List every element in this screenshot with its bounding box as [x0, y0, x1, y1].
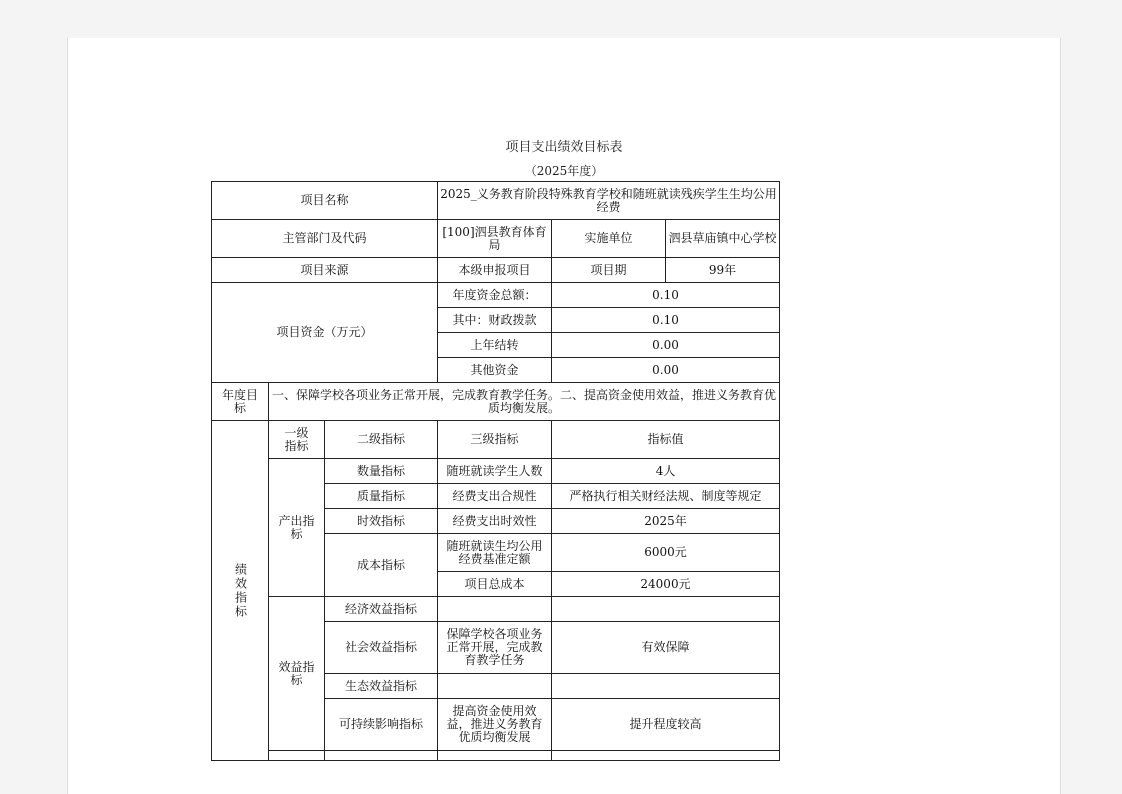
output-indicators-label: 产出指标 [269, 459, 325, 597]
indicators-label: 绩效指标 [212, 421, 269, 761]
funds-label: 项目资金（万元） [212, 283, 438, 383]
indicator-value: 有效保障 [552, 622, 780, 674]
funds-fiscal-label: 其中：财政拨款 [438, 308, 552, 333]
cut-cell [552, 751, 780, 761]
indicator-value [552, 674, 780, 699]
indicator-level3: 项目总成本 [438, 572, 552, 597]
indicator-level3: 随班就读生均公用经费基准定额 [438, 534, 552, 572]
cut-cell [269, 751, 325, 761]
funds-fiscal-value: 0.10 [552, 308, 780, 333]
department-label: 主管部门及代码 [212, 220, 438, 258]
indicator-level2: 可持续影响指标 [325, 699, 438, 751]
period-value: 99年 [666, 258, 780, 283]
source-value: 本级申报项目 [438, 258, 552, 283]
source-label: 项目来源 [212, 258, 438, 283]
row-funds-total [212, 283, 780, 308]
indicator-level3: 经费支出时效性 [438, 509, 552, 534]
indicator-level3: 保障学校各项业务正常开展，完成教育教学任务 [438, 622, 552, 674]
department-value: [100]泗县教育体育局 [438, 220, 552, 258]
project-name-value: 2025_义务教育阶段特殊教育学校和随班就读残疾学生生均公用经费 [438, 182, 780, 220]
performance-target-table [211, 181, 780, 761]
document-page [67, 38, 1061, 794]
document-title: 项目支出绩效目标表 [505, 140, 623, 155]
indicator-level2: 时效指标 [325, 509, 438, 534]
cut-cell [325, 751, 438, 761]
indicator-value: 24000元 [552, 572, 780, 597]
indicator-level2: 社会效益指标 [325, 622, 438, 674]
indicator-level3 [438, 597, 552, 622]
indicator-level2: 经济效益指标 [325, 597, 438, 622]
indicator-value: 2025年 [552, 509, 780, 534]
funds-other-value: 0.00 [552, 358, 780, 383]
funds-total-label: 年度资金总额： [438, 283, 552, 308]
funds-other-label: 其他资金 [438, 358, 552, 383]
indicator-level3: 提高资金使用效益，推进义务教育优质均衡发展 [438, 699, 552, 751]
period-label: 项目期 [552, 258, 666, 283]
table-row-cut-off [212, 751, 780, 761]
row-department [212, 220, 780, 258]
indicator-value: 提升程度较高 [552, 699, 780, 751]
row-source [212, 258, 780, 283]
indicator-level2: 质量指标 [325, 484, 438, 509]
indicator-value: 4人 [552, 459, 780, 484]
annual-goal-text: 一、保障学校各项业务正常开展，完成教育教学任务。二、提高资金使用效益，推进义务教育优质均衡发展。 [269, 383, 780, 421]
header-level3: 三级指标 [438, 421, 552, 459]
indicator-value: 严格执行相关财经法规、制度等规定 [552, 484, 780, 509]
row-annual-goal [212, 383, 780, 421]
implementer-label: 实施单位 [552, 220, 666, 258]
indicator-level2: 成本指标 [325, 534, 438, 597]
header-level2: 二级指标 [325, 421, 438, 459]
indicator-value: 6000元 [552, 534, 780, 572]
document-year: （2025年度） [524, 164, 604, 178]
indicator-value [552, 597, 780, 622]
table-row [212, 459, 780, 484]
indicator-level3: 经费支出合规性 [438, 484, 552, 509]
implementer-value: 泗县草庙镇中心学校 [666, 220, 780, 258]
row-project-name [212, 182, 780, 220]
benefit-indicators-label: 效益指标 [269, 597, 325, 751]
funds-carry-label: 上年结转 [438, 333, 552, 358]
project-name-label: 项目名称 [212, 182, 438, 220]
cut-cell [438, 751, 552, 761]
funds-carry-value: 0.00 [552, 333, 780, 358]
annual-goal-label: 年度目标 [212, 383, 269, 421]
indicator-level2: 生态效益指标 [325, 674, 438, 699]
indicator-level2: 数量指标 [325, 459, 438, 484]
header-level1: 一级指标 [269, 421, 325, 459]
header-value: 指标值 [552, 421, 780, 459]
table-row [212, 597, 780, 622]
indicator-level3: 随班就读学生人数 [438, 459, 552, 484]
funds-total-value: 0.10 [552, 283, 780, 308]
indicator-header-row [212, 421, 780, 459]
indicator-level3 [438, 674, 552, 699]
